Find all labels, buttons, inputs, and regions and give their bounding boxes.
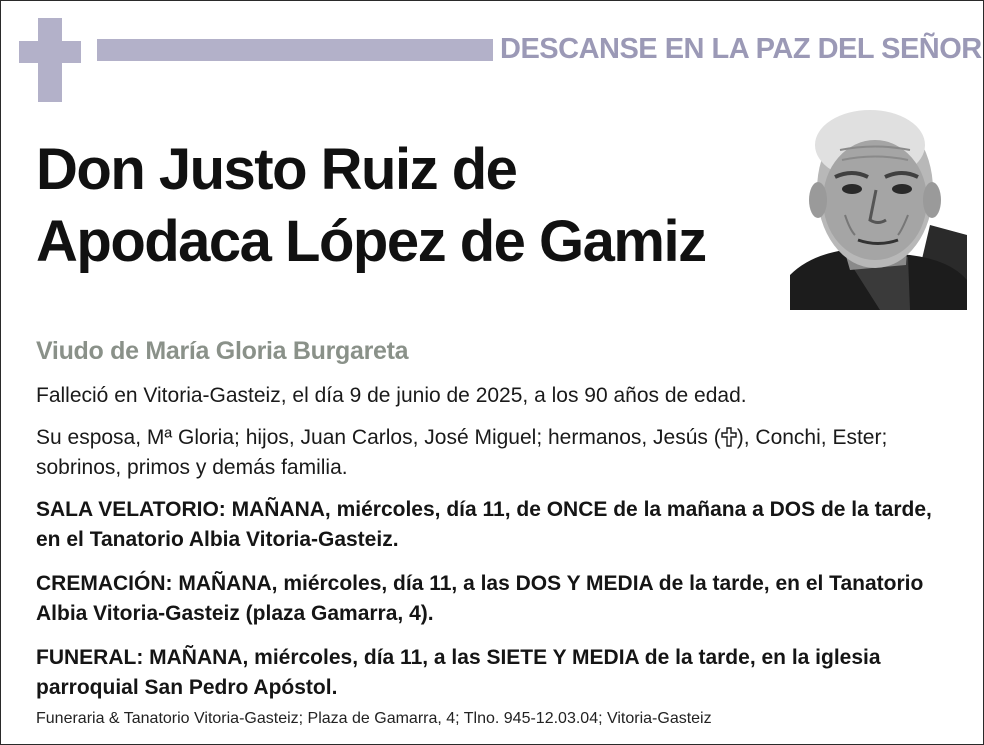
funeral-home-footer: Funeraria & Tanatorio Vitoria-Gasteiz; Plaza de Gamarra, 4; Tlno. 945-12.03.04; Vitoria-Gasteiz (36, 710, 712, 727)
death-paragraph: Falleció en Vitoria-Gasteiz, el día 9 de junio de 2025, a los 90 años de edad. (36, 384, 747, 407)
name-line-1: Don Justo Ruiz de (36, 137, 517, 202)
widower-subtitle: Viudo de María Gloria Burgareta (36, 337, 409, 365)
portrait-photo (790, 105, 967, 310)
family-text-part-1: Su esposa, Mª Gloria; hijos, Juan Carlos, José Miguel; hermanos, Jesús ( (36, 426, 721, 449)
family-text-part-2: ), Conchi, Ester; sobrinos, primos y demás familia. (36, 426, 888, 479)
cremacion-notice: CREMACIÓN: MAÑANA, miércoles, día 11, a las DOS Y MEDIA de la tarde, en el Tanatorio Albia Vitoria-Gasteiz (plaza Gamarra, 4). (36, 572, 924, 625)
name-line-2: Apodaca López de Gamiz (36, 209, 706, 274)
cross-horizontal (19, 41, 81, 63)
velatorio-notice: SALA VELATORIO: MAÑANA, miércoles, día 11, de ONCE de la mañana a DOS de la tarde, en el Tanatorio Albia Vitoria-Gasteiz. (36, 498, 932, 551)
header-rule (97, 39, 493, 61)
funeral-notice: FUNERAL: MAÑANA, miércoles, día 11, a las SIETE Y MEDIA de la tarde, en la iglesia parroquial San Pedro Apóstol. (36, 646, 881, 699)
deceased-cross-icon (721, 427, 737, 447)
family-paragraph (36, 423, 956, 483)
header-title: DESCANSE EN LA PAZ DEL SEÑOR (500, 33, 982, 65)
deceased-name (36, 134, 796, 278)
